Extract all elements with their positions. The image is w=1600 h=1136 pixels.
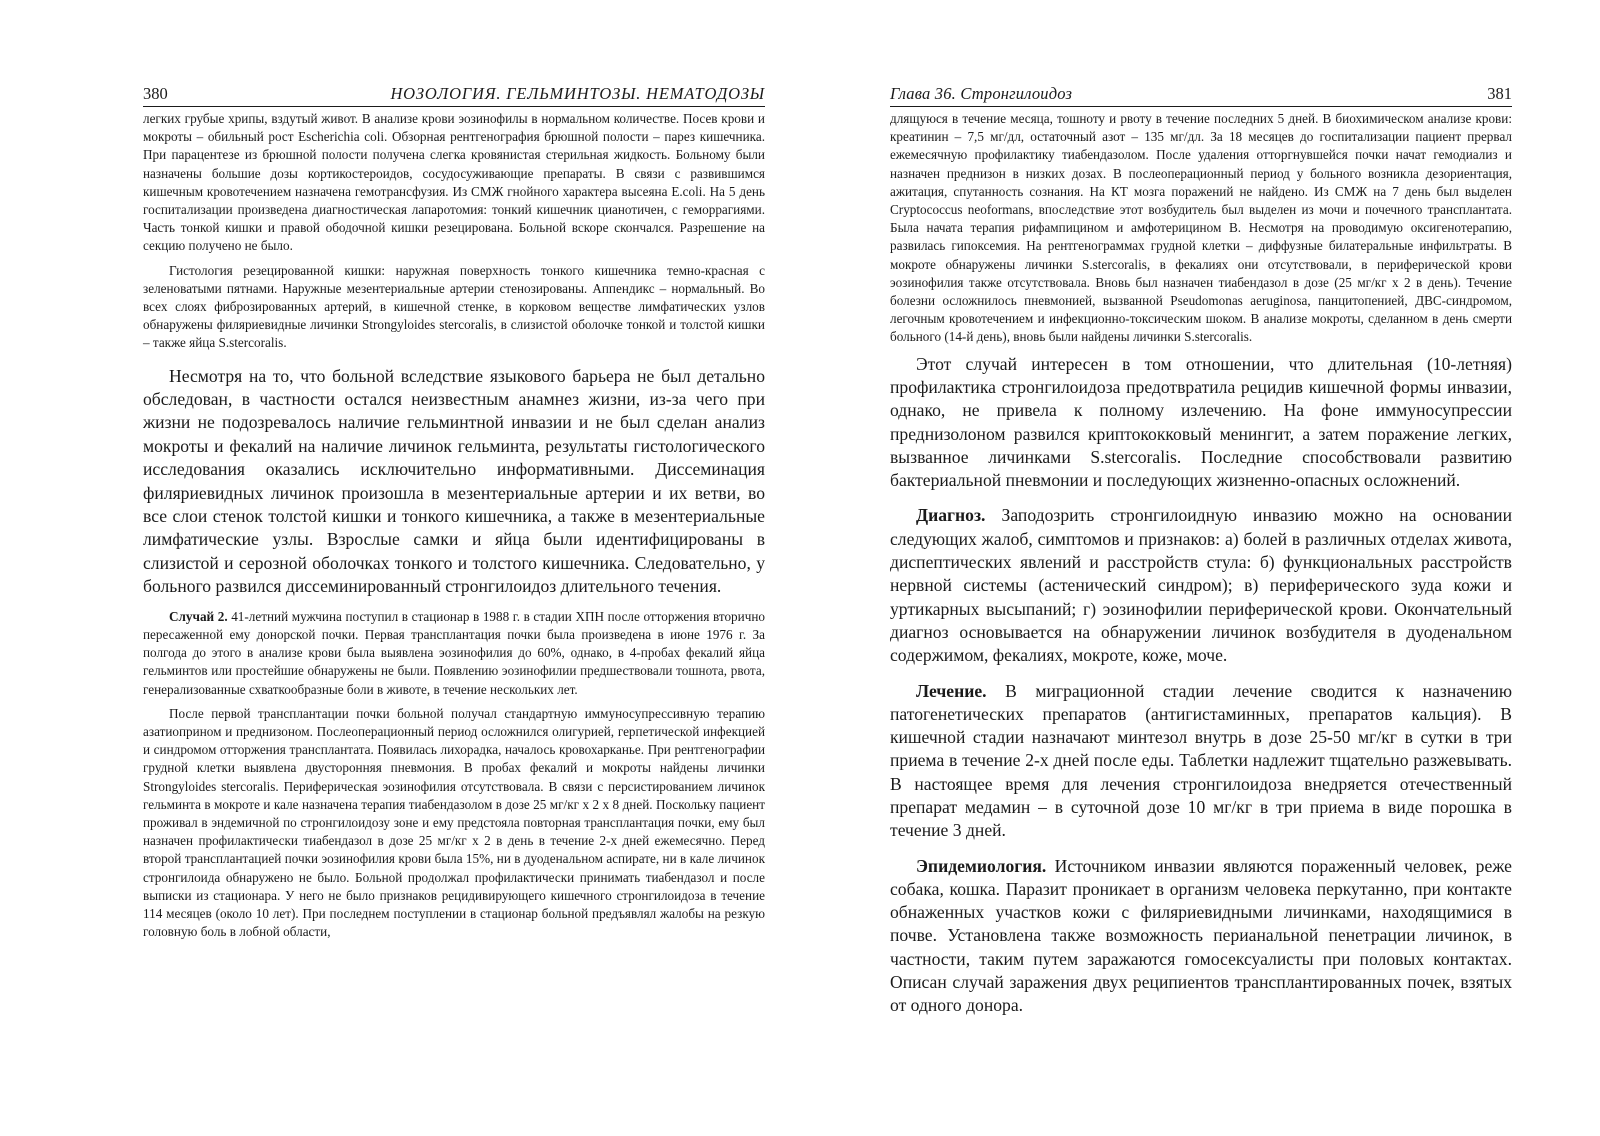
section-label: Диагноз. [916,505,986,526]
diagnosis-paragraph [890,504,1512,667]
case-2-paragraph [143,608,765,699]
right-running-title: Глава 36. Стронгилоидоз [890,84,1073,103]
section-label: Лечение. [916,680,987,701]
right-page-header [890,84,1512,107]
paragraph: После первой трансплантации почки больной получал стандартную иммуносупрессивную терапию азатиоприном и преднизоном. Послеоперационный период осложнился олигурией, герпетической инфекцией и синдромом отторжения трансплантата. Появилась лихорадка, началось кровохарканье. При рентгенографии грудной клетки выявлена двусторонняя пневмония. В пробах фекалий и мокроты найдены личинки Strongyloides stercoralis. Периферическая эозинофилия отсутствовала. В связи с персистированием личинок гельминта в мокроте и кале назначена терапия тиабендазолом в дозе 25 мг/кг х 2 х 8 дней. Поскольку пациент проживал в эндемичной по стронгилоидозу зоне и ему предстояла повторная трансплантация почки, ему был назначен профилактически тиабендазол в дозе 25 мг/кг х 2 в день в течение 2-х дней ежемесячно. Перед второй трансплантацией почки эозинофилия крови была 15%, ни в дуоденальном аспирате, ни в кале личинок стронгилоида обнаружено не было. Больной продолжал профилактически принимать тиабендазол и после выписки из стационара. У него не было признаков рецидивирующего кишечного стронгилоидоза в течение 114 месяцев (около 10 лет). При последнем поступлении в стационар больной предъявлял жалобы на резкую головную боль в лобной области, [143,705,765,940]
paragraph-text: Источником инвазии являются пораженный человек, реже собака, кошка. Паразит проникает в организм человека перкутанно, при контакте обнаженных участков кожи с филяриевидными личинками, находящимися в почве. Установлена также возможность перианальной пенетрации личинок, в частности, таким путем заражаются гомосексуалисты при половых контактах. Описан случай заражения двух реципиентов трансплантированных почек, взятых от одного донора. [890,855,1512,1016]
case-label: Случай 2. [169,608,228,624]
left-page-header [143,84,765,107]
paragraph: Этот случай интересен в том отношении, что длительная (10-летняя) профилактика стронгилоидоза предотвратила рецидив кишечной формы инвазии, однако, не привела к полному излечению. На фоне иммуносупрессии преднизолоном развился криптококковый менингит, а затем поражение легких, вызванное личинками S.stercoralis. Последние способствовали развитию бактериальной пневмонии и последующих жизненно-опасных осложнений. [890,353,1512,491]
treatment-paragraph [890,680,1512,843]
paragraph-text: В миграционной стадии лечение сводится к назначению патогенетических препаратов (антигистаминных, препаратов кальция). В кишечной стадии назначают минтезол внутрь в дозе 25-50 мг/кг в сутки в три приема в течение 2-х дней после еды. Таблетки надлежит тщательно разжевывать. В настоящее время для лечения стронгилоидоза внедряется отечественный препарат медамин – в суточной дозе 10 мг/кг в три приема в виде порошка в течение 3 дней. [890,680,1512,841]
left-page-body [143,110,765,941]
paragraph-text: Заподозрить стронгилоидную инвазию можно на основании следующих жалоб, симптомов и признаков: а) болей в различных отделах живота, диспептических явлений и расстройств стула: б) функциональных расстройств нервной системы (астенический синдром); в) периферического зуда кожи и уртикарных высыпаний; г) эозинофилии периферической крови. Окончательный диагноз основывается на обнаружении личинок возбудителя в дуоденальном содержимом, фекалиях, мокроте, коже, моче. [890,505,1512,666]
paragraph: легких грубые хрипы, вздутый живот. В анализе крови эозинофилы в нормальном количестве. Посев крови и мокроты – обильный рост Escherichia coli. Обзорная рентгенография брюшной полости – парез кишечника. При парацентезе из брюшной полости получена слегка кровянистая стерильная жидкость. Больному были назначены большие дозы кортикостероидов, сосудосуживающие препараты. В связи с развившимся кишечным кровотечением назначена гемотрансфузия. Из СМЖ гнойного характера высеяна E.coli. На 5 день госпитализации произведена диагностическая лапаротомия: тонкий кишечник цианотичен, с геморрагиями. Часть тонкой кишки и правой ободочной кишки резецирована. Больной вскоре скончался. Разрешение на секцию получено не было. [143,111,765,254]
right-page-number: 381 [1487,84,1512,103]
paragraph-text: 41-летний мужчина поступил в стационар в 1988 г. в стадии ХПН после отторжения вторично пересаженной ему донорской почки. Первая трансплантация почки была произведена в июне 1976 г. За полгода до этого в анализе крови была выявлена эозинофилия до 60%, однако, в 4-пробах фекалий яйца гельминтов или простейшие обнаружены не были. Появлению эозинофилии предшествовали тошнота, рвота, генерализованные схваткообразные боли в животе, в течение нескольких лет. [143,608,765,697]
left-running-title: НОЗОЛОГИЯ. ГЕЛЬМИНТОЗЫ. НЕМАТОДОЗЫ [390,84,765,103]
paragraph: Гистология резецированной кишки: наружная поверхность тонкого кишечника темно-красная с зеленоватыми пятнами. Наружные мезентериальные артерии стенозированы. Аппендикс – нормальный. Во всех слоях фиброзированных артерий, в кишечной стенке, в корковом веществе лимфатических узлов обнаружены филяриевидные личинки Strongyloides stercoralis, в слизистой оболочке тонкой и толстой кишки – также яйца S.stercoralis. [143,262,765,351]
epidemiology-paragraph [890,855,1512,1018]
left-page-number: 380 [143,84,168,103]
paragraph: Несмотря на то, что больной вследствие языкового барьера не был детально обследован, в частности остался неизвестным анамнез жизни, из-за чего при жизни не подозревалось наличие гельминтной инвазии и не был сделан анализ мокроты и фекалий на наличие личинок гельминта, результаты гистологического исследования оказались исключительно информативными. Диссеминация филяриевидных личинок произошла в мезентериальные артерии и их ветви, во все слои стенок толстой кишки и тонкого кишечника, а также в мезентериальные лимфатические узлы. Взрослые самки и яйца были идентифицированы в слизистой и серозной оболочках тонкого и толстого кишечника. Следовательно, у больного развился диссеминированный стронгилоидоз длительного течения. [143,365,765,597]
paragraph: длящуюся в течение месяца, тошноту и рвоту в течение последних 5 дней. В биохимическом анализе крови: креатинин – 7,5 мг/дл, остаточный азот – 135 мг/дл. За 18 месяцев до госпитализации пациент прервал ежемесячную профилактику тиабендазолом. После удаления отторгнувшейся почки начат гемодиализ и назначен преднизон в низких дозах. В послеоперационный период у больного возникла дезориентация, ажитация, спутанность сознания. На КТ мозга поражений не найдено. Из СМЖ на 7 день был выделен Cryptococcus neoformans, впоследствие этот возбудитель был выделен из мочи и почечного трансплантата. Была начата терапия рифампицином и амфотерицином В. Несмотря на проводимую оксигенотерапию, развилась гипоксемия. На рентгенограммах грудной клетки – диффузные билатеральные инфильтраты. В мокроте обнаружены личинки S.stercoralis, в фекалиях они отсутствовали, в периферической крови эозинофилия также отсутствовала. Вновь был назначен тиабендазол в дозе (25 мг/кг х 2 в день). Течение болезни осложнилось пневмонией, вызванной Pseudomonas aeruginosa, панцитопенией, ДВС-синдромом, легочным кровотечением и инфекционно-токсическим шоком. В анализе мокроты, сделанном в день смерти больного (14-й день), вновь были найдены личинки S.stercoralis. [890,111,1512,345]
right-page-body [890,110,1512,1018]
section-label: Эпидемиология. [916,855,1047,876]
